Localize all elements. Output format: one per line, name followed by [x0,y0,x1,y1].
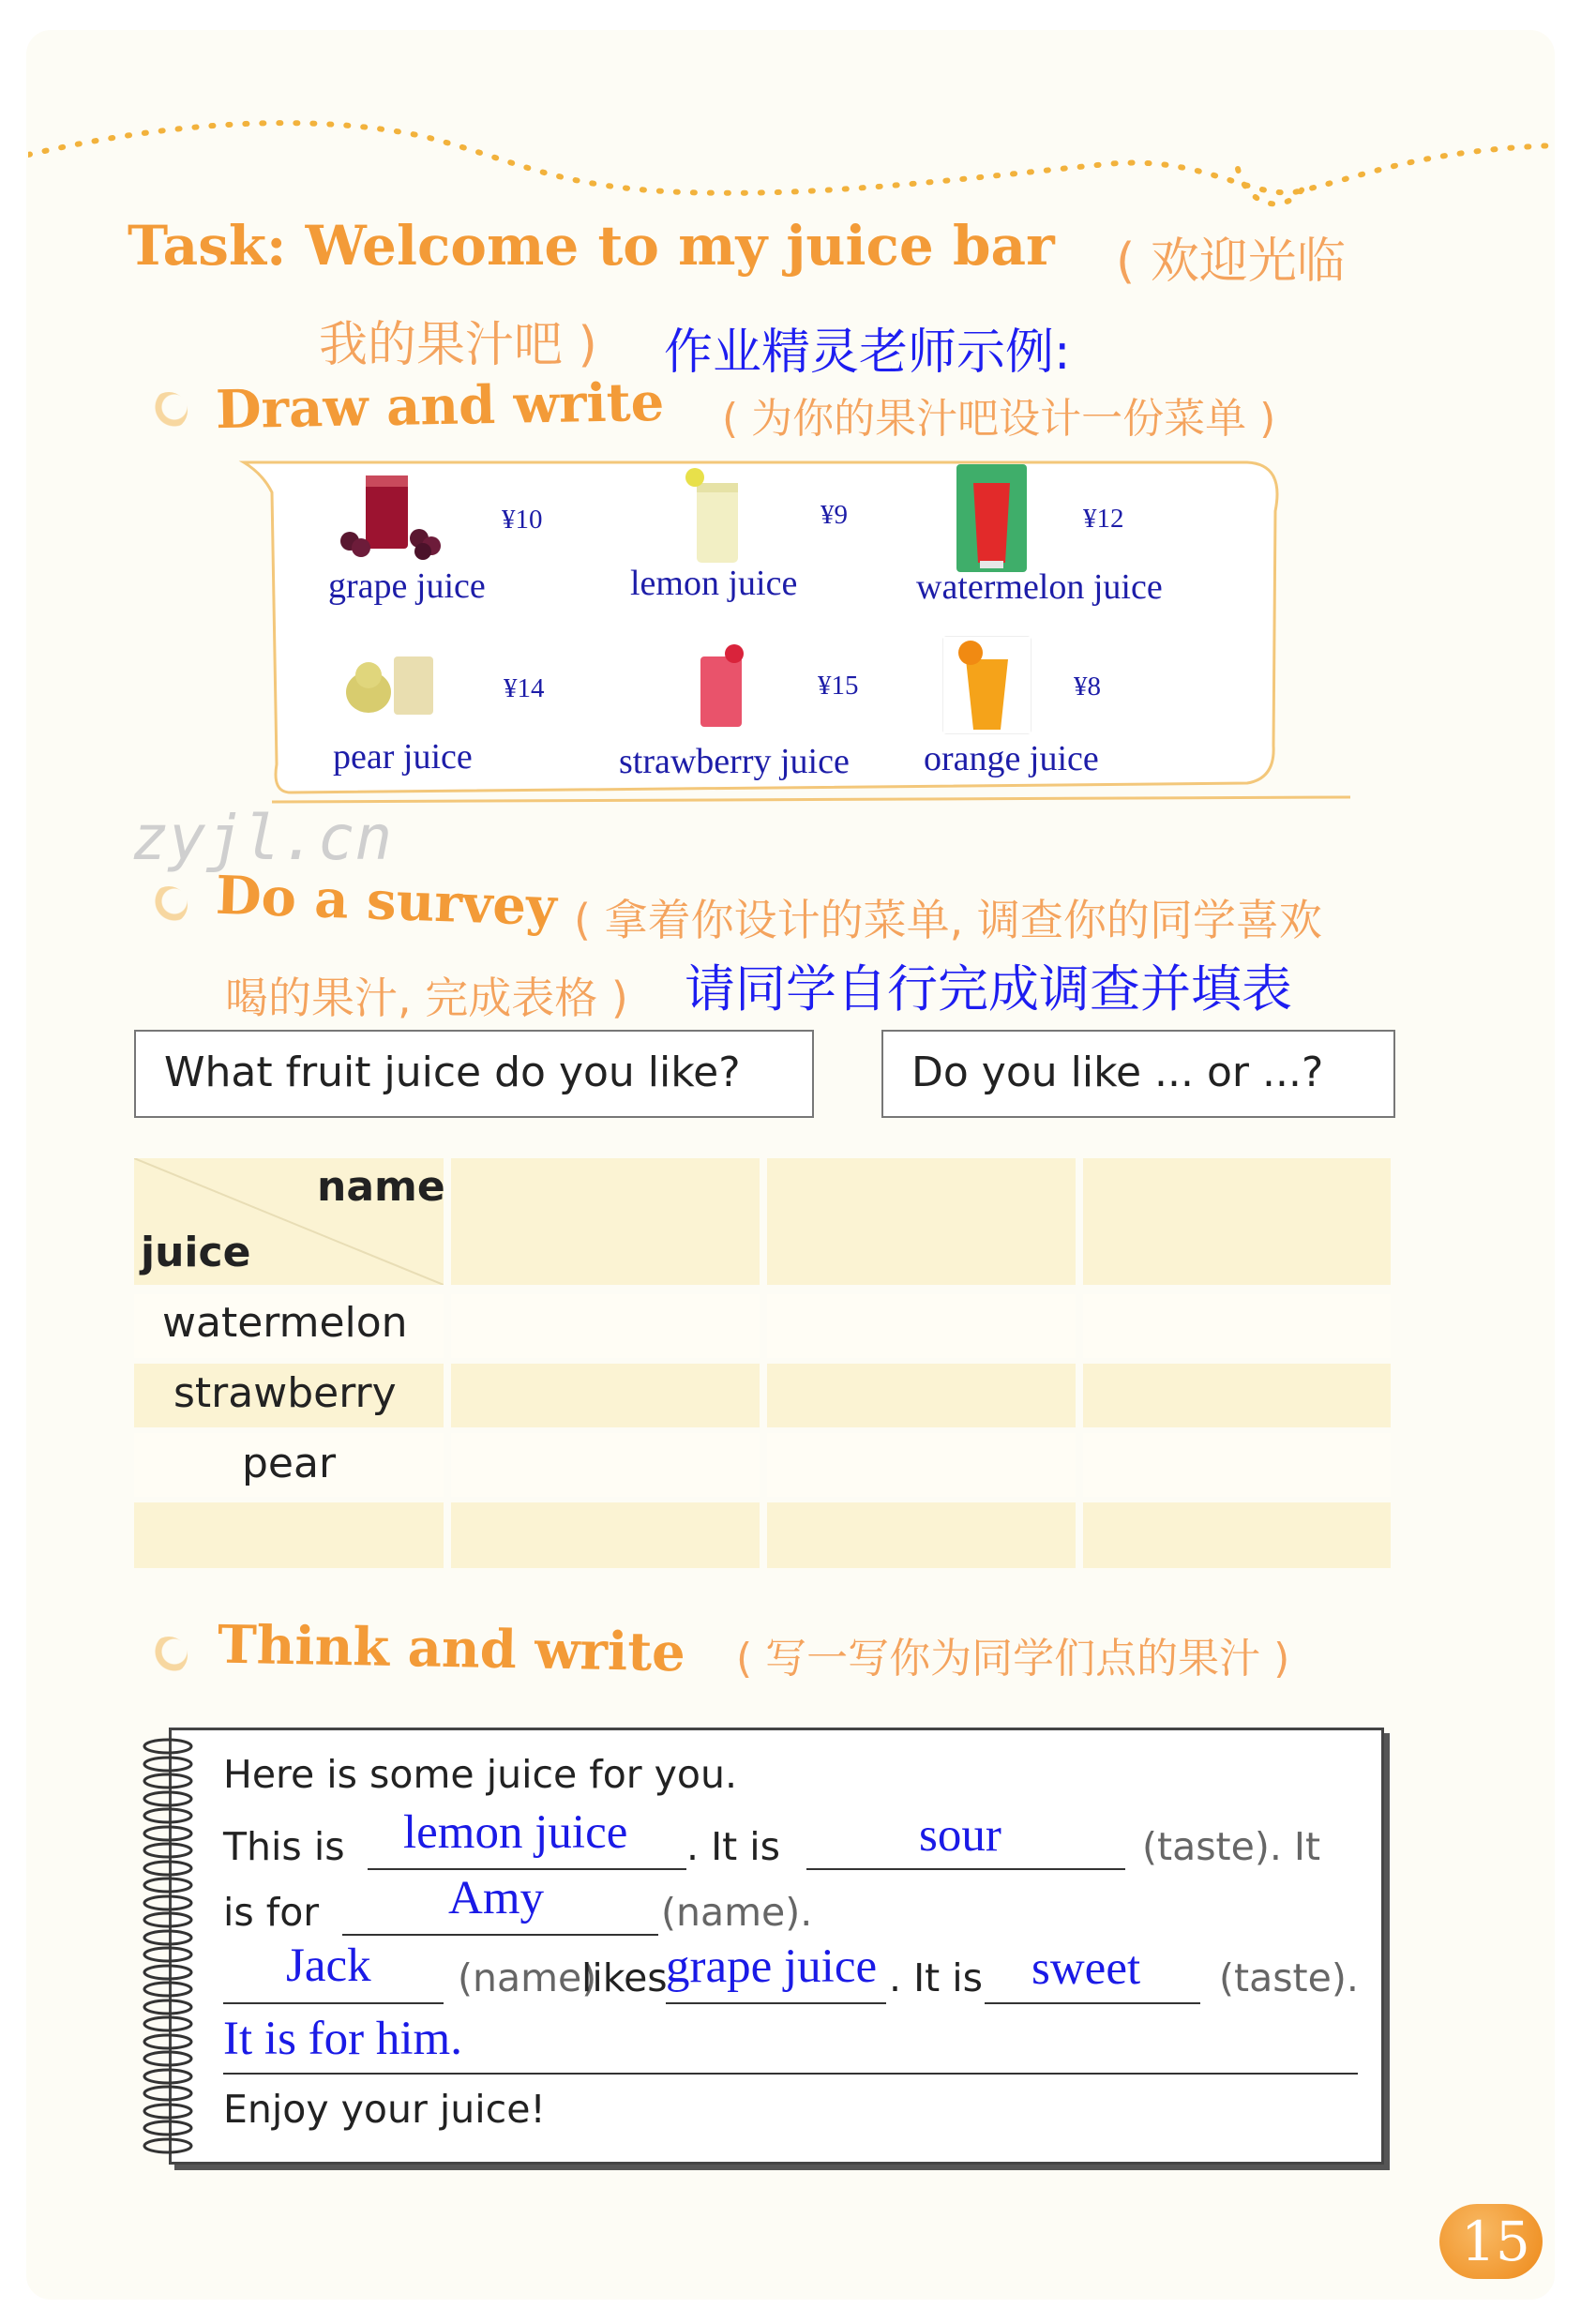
blank-line-4 [223,2073,1358,2075]
moon-bullet-icon [150,392,188,430]
answer-taste-1: sour [919,1809,1001,1862]
lemon-juice-image [680,464,755,567]
watermelon-juice-image [956,464,1027,572]
answer-name-2: Jack [286,1939,371,1992]
grape-juice-image [333,471,450,560]
row-label-pear: pear [242,1440,337,1487]
draw-write-title: Draw and write [215,370,665,442]
blank-juice-1 [368,1868,686,1870]
menu-item-strawberry: strawberry juice [619,742,850,781]
answer-name-1: Amy [448,1872,544,1924]
label-this-is: This is [223,1824,345,1869]
price-grape: ¥10 [502,505,543,535]
label-name-paren: (name). [661,1890,813,1935]
page-number: 15 [1461,2210,1530,2273]
blank-taste-1 [806,1868,1125,1870]
price-pear: ¥14 [504,673,545,703]
think-write-cn: ( 写一写你为同学们点的果汁 ) [736,1635,1290,1683]
menu-item-grape: grape juice [328,566,486,606]
answer-taste-2: sweet [1031,1942,1141,1995]
label-is-for: is for [223,1890,320,1935]
orange-juice-image [942,636,1031,734]
blank-name-1 [342,1934,658,1936]
table-header-name: name [317,1163,445,1211]
menu-item-watermelon: watermelon juice [916,567,1163,607]
teacher-note: 作业精灵老师示例: [664,324,1071,381]
moon-bullet-icon [150,1637,188,1674]
column-divider [1076,1158,1083,1568]
column-divider [444,1158,451,1568]
question-box-2 [881,1030,1395,1118]
table-header-juice: juice [141,1229,251,1276]
menu-item-orange: orange juice [924,739,1099,778]
answer-juice-1: lemon juice [403,1806,628,1859]
price-orange: ¥8 [1074,672,1101,702]
answer-line-4: It is for him. [223,2013,462,2065]
label-likes: likes [581,1955,668,2000]
survey-cn-1: ( 拿着你设计的菜单, 调查你的同学喜欢 [574,895,1322,945]
line-enjoy: Enjoy your juice! [223,2087,546,2132]
moon-bullet-icon [150,886,188,924]
survey-title: Do a survey [214,864,558,939]
task-title-cn-2: 我的果汁吧 ) [319,317,597,373]
dotted-wave-decoration [28,113,1557,225]
answer-juice-2: grape juice [666,1940,878,1993]
survey-cn-2: 喝的果汁, 完成表格 ) [225,973,628,1023]
survey-note: 请同学自行完成调查并填表 [685,959,1292,1019]
question-text-2: Do you like ... or ...? [911,1049,1324,1096]
label-it-is: . It is [686,1824,781,1869]
strawberry-juice-image [689,642,755,732]
blank-name-2 [223,2002,444,2004]
think-write-title: Think and write [217,1613,686,1684]
blank-taste-2 [985,2002,1200,2004]
menu-item-pear: pear juice [333,737,473,777]
pear-juice-image [342,647,444,717]
row-label-watermelon: watermelon [162,1299,408,1347]
blank-juice-2 [666,2002,886,2004]
task-title-cn: ( 欢迎光临 [1116,234,1346,290]
price-watermelon: ¥12 [1083,504,1124,534]
question-text-1: What fruit juice do you like? [164,1049,741,1096]
draw-write-cn: ( 为你的果汁吧设计一份菜单 ) [722,395,1276,443]
spiral-ring-icon [141,2136,195,2156]
label-taste-2: (taste). [1219,1955,1359,2000]
label-name-paren-2: (name) [458,1955,597,2000]
task-title: Task: Welcome to my juice bar [128,214,1055,278]
column-divider [760,1158,767,1568]
price-strawberry: ¥15 [818,671,859,701]
question-box-1 [134,1030,814,1118]
row-label-strawberry: strawberry [173,1369,397,1417]
menu-item-lemon: lemon juice [630,564,798,603]
price-lemon: ¥9 [821,500,848,530]
line-here-is: Here is some juice for you. [223,1752,738,1797]
label-taste-it: (taste). It [1142,1824,1321,1869]
watermark: zyjl.cn [131,802,393,874]
label-it-is-2: . It is [889,1955,984,2000]
